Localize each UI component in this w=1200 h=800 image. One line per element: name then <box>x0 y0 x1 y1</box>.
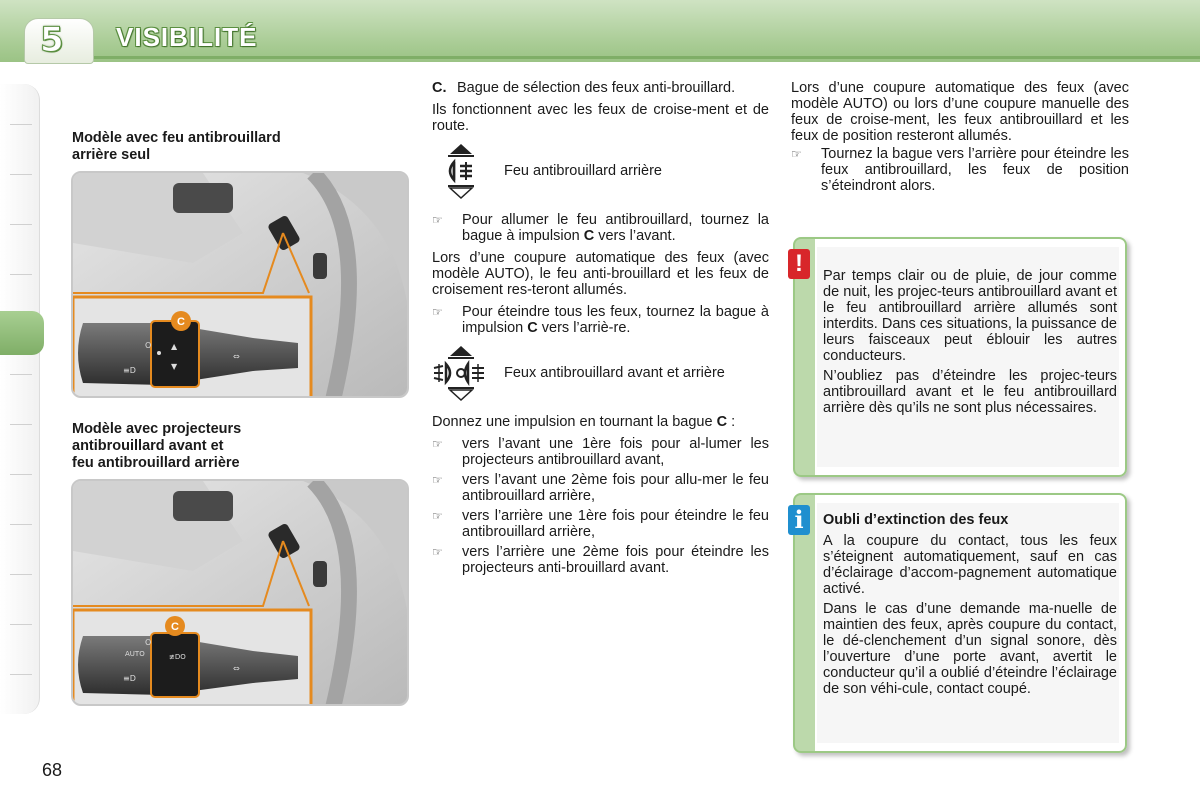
rail-notch <box>10 274 32 275</box>
paragraph-emphasis: C <box>716 414 728 430</box>
auto-label: AUTO <box>125 650 145 658</box>
active-chapter-tab <box>0 311 44 355</box>
chapter-number: 5 <box>40 20 64 60</box>
rail-notch <box>10 674 32 675</box>
bullet-text: vers l’avant une 1ère fois pour al-lumer les projecteurs antibrouillard avant, <box>462 436 769 468</box>
pointing-hand-icon: ☞ <box>432 305 443 319</box>
bullet-text: vers l’arrière une 2ème fois pour éteindre les projecteurs anti-brouillard avant. <box>462 544 769 576</box>
warning-icon: ! <box>788 249 810 279</box>
svg-text:▼: ▼ <box>171 362 178 371</box>
svg-text:O: O <box>145 341 152 350</box>
rail-notch <box>10 174 32 175</box>
bullet-emphasis: C <box>583 228 595 244</box>
bullet-emphasis: C <box>527 320 538 336</box>
figure-1-illustration <box>71 171 409 398</box>
bullet-item <box>432 544 769 576</box>
warning-callout-text <box>823 268 1117 422</box>
svg-text:⇔: ⇔ <box>233 352 240 361</box>
paragraph-text: Donnez une impulsion en tournant la bague <box>432 414 717 430</box>
rear-fog-caption: Feu antibrouillard arrière <box>504 163 662 179</box>
rail-notch <box>10 474 32 475</box>
stalk-c-label: C <box>177 316 185 328</box>
pointing-hand-icon: ☞ <box>432 473 443 487</box>
figure-1-heading-line: arrière seul <box>72 147 151 163</box>
c-definition-text: Bague de sélection des feux anti-brouillard. <box>457 80 736 96</box>
bullet-text: Pour allumer le feu antibrouillard, tournez la bague à impulsion <box>462 212 769 244</box>
rail-notch <box>10 224 32 225</box>
bullet-item <box>432 436 769 468</box>
info-paragraph: A la coupure du contact, tous les feux s’éteignent automatiquement, sauf en cas d’éclairage d’accom-pagnement automatique activé. <box>823 533 1117 597</box>
svg-text:≡D: ≡D <box>123 674 136 683</box>
paragraph: Lors d’une coupure automatique des feux (avec modèle AUTO), le feu anti-brouillard et les feux de croisement res-teront allumés. <box>432 250 769 298</box>
figure-2-heading-line: antibrouillard avant et <box>72 438 224 454</box>
figure-2-heading <box>72 421 241 472</box>
svg-text:▲: ▲ <box>171 342 178 351</box>
rear-fog-icon-row <box>432 142 769 200</box>
c-definition-label: C. <box>432 80 447 96</box>
figure-2-illustration <box>71 479 409 706</box>
chapter-side-rail <box>0 84 40 714</box>
info-paragraph: Dans le cas d’une demande ma-nuelle de maintien des feux, après coupure du contact, le dé-clenchement d’un signal sonore, dès l’ouverture d’une porte avant, avertit le conducteur qu’il a oublié d’éteindre l’éclairage de son véhi-cule, contact coupé. <box>823 601 1117 697</box>
chapter-title: VISIBILITÉ <box>116 22 258 52</box>
pointing-hand-icon: ☞ <box>432 545 443 559</box>
warning-callout <box>793 237 1127 477</box>
c-definition <box>432 80 769 96</box>
header-rule <box>60 56 1200 59</box>
rail-notch <box>10 424 32 425</box>
pointing-hand-icon: ☞ <box>432 437 443 451</box>
info-icon: i <box>788 505 810 535</box>
bullet-item <box>432 472 769 504</box>
bullet-text: vers l’avant. <box>594 228 676 244</box>
info-callout <box>793 493 1127 753</box>
paragraph-text: : <box>727 414 736 430</box>
dashboard-rear-fog-illustration <box>73 173 409 398</box>
info-callout-text <box>823 512 1117 703</box>
pointing-hand-icon: ☞ <box>432 509 443 523</box>
paragraph: Ils fonctionnent avec les feux de croise-ment et de route. <box>432 102 769 134</box>
bullet-item <box>432 508 769 540</box>
bullet-text: vers l’avant une 2ème fois pour allu-mer le feu antibrouillard arrière, <box>462 472 769 504</box>
bullet-item <box>791 146 1129 194</box>
front-rear-fog-light-icon <box>432 344 490 402</box>
column-right <box>791 80 1129 200</box>
rear-fog-light-icon <box>432 142 490 200</box>
paragraph <box>432 414 769 430</box>
figure-2-heading-line: feu antibrouillard arrière <box>72 455 240 471</box>
rail-notch <box>10 124 32 125</box>
svg-text:≡D: ≡D <box>123 366 136 375</box>
bullet-text: vers l’arrière une 1ère fois pour éteindre le feu antibrouillard arrière, <box>462 508 769 540</box>
rail-notch <box>10 374 32 375</box>
rail-notch <box>10 524 32 525</box>
bullet-text: vers l’arriè-re. <box>537 320 631 336</box>
rail-notch <box>10 624 32 625</box>
bullet-text: Pour éteindre tous les feux, tournez la bague à impulsion <box>462 304 769 336</box>
rail-notch <box>10 574 32 575</box>
pointing-hand-icon: ☞ <box>791 147 802 161</box>
svg-text:O: O <box>145 638 152 647</box>
svg-text:≢DO: ≢DO <box>169 653 186 661</box>
warning-paragraph: Par temps clair ou de pluie, de jour comme de nuit, les projec-teurs antibrouillard avant et le feu antibrouillard arrière allumés sont interdits. Dans ces situations, la puissance de leurs faisceaux peut éblouir les autres conducteurs. <box>823 268 1117 364</box>
bullet-item <box>432 304 769 336</box>
page-number: 68 <box>42 760 63 780</box>
figure-1-heading <box>72 130 281 164</box>
bullet-item <box>432 212 769 244</box>
front-rear-fog-icon-row <box>432 344 769 402</box>
figure-1-heading-line: Modèle avec feu antibrouillard <box>72 130 281 146</box>
pointing-hand-icon: ☞ <box>432 213 443 227</box>
paragraph: Lors d’une coupure automatique des feux (avec modèle AUTO) ou lors d’une coupure manuelle des feux de croise-ment, les feux antibrouillard et les feux de position resteront allumés. <box>791 80 1129 144</box>
info-callout-title: Oubli d’extinction des feux <box>823 512 1009 528</box>
column-middle <box>432 80 769 582</box>
dashboard-front-rear-fog-illustration <box>73 481 409 706</box>
warning-paragraph: N’oubliez pas d’éteindre les projec-teurs antibrouillard avant et le feu antibrouillard arrière dès qu’ils ne sont plus nécessaires. <box>823 368 1117 416</box>
bullet-text: Tournez la bague vers l’arrière pour éteindre les feux antibrouillard, les feux de position s’éteindront alors. <box>821 146 1129 194</box>
stalk-c-label: C <box>171 621 179 633</box>
figure-2-heading-line: Modèle avec projecteurs <box>72 421 242 437</box>
svg-text:⇔: ⇔ <box>233 664 240 673</box>
front-rear-fog-caption: Feux antibrouillard avant et arrière <box>504 365 725 381</box>
